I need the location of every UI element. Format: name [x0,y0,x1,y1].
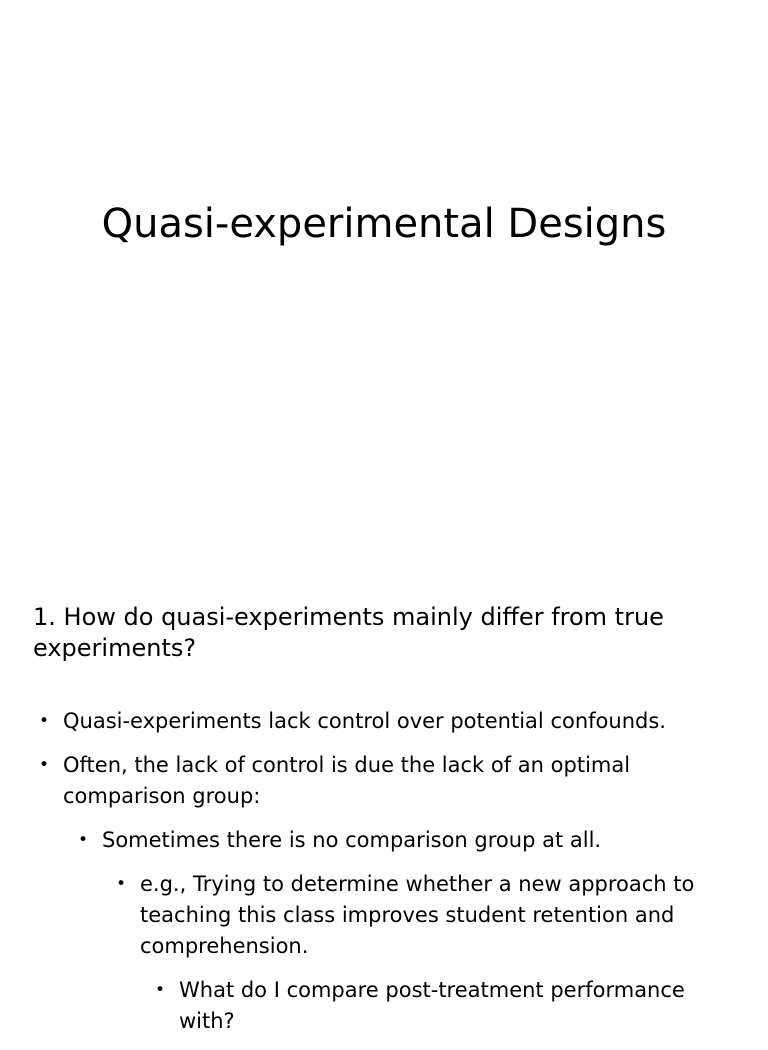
slide-title: Quasi-experimental Designs [101,201,667,247]
bullet-dot-icon: • [39,711,50,731]
sub-sub-bullet-item [0,869,710,962]
bullet-text: What do I compare post-treatment performance with? [179,978,685,1033]
bullet-text: Sometimes there is no comparison group at all. [102,828,602,852]
bullet-dot-icon: • [155,980,166,1000]
bullet-dot-icon: • [78,830,89,850]
bullet-text: Quasi-experiments lack control over potential confounds. [63,709,666,733]
bullet-text: e.g., Trying to determine whether a new approach to teaching this class improves student retention and comprehension. [140,872,695,958]
sub-bullet-item [0,825,722,856]
bullet-item [0,706,703,737]
bullet-dot-icon: • [39,755,50,775]
bullet-item [0,750,703,812]
bullet-text: Often, the lack of control is due the lack of an optimal comparison group: [63,753,631,808]
section-heading: 1. How do quasi-experiments mainly differ from true experiments? [33,603,664,662]
sub-sub-sub-bullet-item [0,975,719,1037]
bullet-list [0,706,768,1050]
bullet-dot-icon: • [116,874,127,894]
